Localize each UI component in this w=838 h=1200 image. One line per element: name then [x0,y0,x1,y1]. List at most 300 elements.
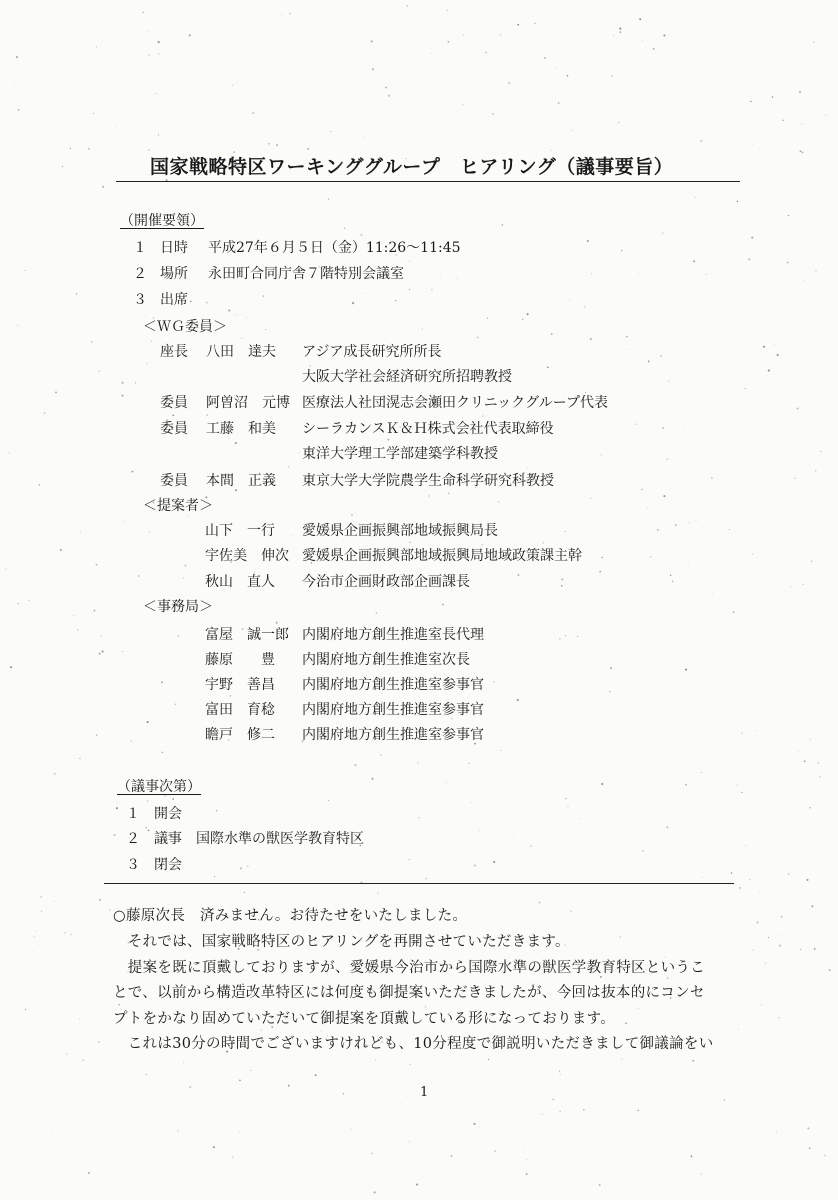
scan-speck [395,300,396,301]
scan-speck [183,578,184,579]
wg-member-name: 阿曽沼 元博 [206,395,290,411]
scan-speck [372,68,374,70]
scan-speck [216,810,217,811]
scan-speck [752,553,754,555]
scan-speck [756,730,757,731]
scan-speck [177,635,179,637]
proposer-name: 宇佐美 伸次 [205,548,289,564]
scan-speck [102,186,104,188]
scan-speck [829,969,831,971]
scan-speck [135,382,136,383]
scan-speck [818,762,819,763]
scan-speck [93,113,94,114]
scan-speck [446,782,447,783]
scan-speck [350,1129,351,1130]
scan-speck [756,921,758,923]
scan-speck [745,388,746,389]
scan-speck [695,197,696,198]
scan-speck [804,760,806,762]
agenda-item: 議事 国際水準の獣医学教育特区 [154,831,364,847]
scan-speck [591,273,592,274]
scan-speck [753,609,754,610]
scan-speck [265,329,266,330]
scan-speck [18,603,19,604]
wg-member-affiliation: アジア成長研究所所長 [302,344,442,360]
scan-speck [288,1085,290,1087]
wg-member-affiliation-2: 東洋大学理工学部建築学科教授 [302,446,498,462]
scan-speck [206,414,207,415]
scan-speck [161,681,163,683]
scan-speck [213,721,214,722]
scan-speck [527,313,529,315]
scan-speck [650,226,651,227]
scan-speck [599,1184,601,1186]
scan-speck [281,14,282,15]
scan-speck [457,278,458,279]
scan-speck [80,532,81,533]
scan-speck [443,674,444,675]
scan-speck [102,651,103,652]
scan-speck [577,636,578,637]
scan-speck [691,1147,692,1148]
scan-speck [685,669,687,671]
scan-speck [431,53,432,54]
scan-speck [751,237,753,239]
scan-speck [559,1071,560,1072]
scan-speck [788,873,789,874]
scan-speck [787,262,789,264]
scan-speck [675,524,677,526]
body-line: とで、以前から構造改革特区には何度も御提案いただきましたが、今回は抜本的にコンセ [113,985,705,1001]
scan-speck [750,101,751,102]
scan-speck [619,936,621,938]
scan-speck [73,447,74,448]
scan-speck [289,13,291,15]
agenda-num: ３ [126,857,140,873]
scan-speck [236,314,237,315]
scan-speck [487,318,488,319]
scan-speck [232,85,233,86]
body-line: ○藤原次長 済みません。お待たせをいたしました。 [113,908,468,924]
scan-speck [799,91,801,93]
scan-speck [122,395,124,397]
scan-speck [494,1028,495,1029]
scan-speck [343,1093,345,1095]
scan-speck [774,344,775,345]
scan-speck [585,392,586,393]
scan-speck [666,826,668,828]
scan-speck [526,1173,528,1175]
scan-speck [228,309,230,311]
scan-speck [213,1146,215,1148]
scan-speck [777,354,779,356]
wg-member-affiliation: 医療法人社団滉志会瀬田クリニックグループ代表 [302,395,609,411]
wg-member-role: 委員 [160,395,188,411]
scan-speck [103,999,104,1000]
scan-speck [146,1074,147,1075]
scan-speck [21,140,22,141]
scan-speck [620,31,622,33]
scan-speck [753,950,754,951]
scan-speck [759,892,760,893]
scan-speck [321,1031,322,1032]
scan-speck [820,451,821,452]
scan-speck [232,1156,234,1158]
scan-speck [25,1009,26,1010]
scan-speck [440,1061,441,1062]
scan-speck [100,635,101,636]
scan-speck [148,830,150,832]
scan-speck [737,784,738,785]
scan-speck [96,47,97,48]
scan-speck [16,56,18,58]
agenda-item: 閉会 [154,857,182,873]
scan-speck [637,356,638,357]
scan-speck [809,1147,811,1149]
scan-speck [54,773,56,775]
scan-speck [377,893,379,895]
scan-speck [825,115,826,116]
scan-speck [116,807,118,809]
scan-speck [493,681,495,683]
scan-speck [151,341,152,342]
scan-speck [733,611,735,613]
scan-speck [741,792,742,793]
scan-speck [246,317,247,318]
scan-speck [693,260,695,262]
scan-speck [175,704,176,705]
scan-speck [488,1059,489,1060]
scan-speck [609,691,611,693]
scan-speck [642,40,643,41]
scan-speck [71,934,72,935]
scan-speck [98,370,100,372]
scan-speck [813,42,814,43]
scan-speck [500,34,501,35]
scan-speck [763,346,765,348]
scan-speck [158,134,159,135]
scan-speck [625,1022,626,1023]
scan-speck [664,957,665,958]
scan-speck [77,629,78,630]
scan-speck [482,415,483,416]
scan-speck [263,295,265,297]
scan-speck [663,495,665,497]
scan-speck [618,122,620,124]
scan-speck [88,1172,90,1174]
scan-speck [544,317,545,318]
scan-speck [388,95,390,97]
scan-speck [815,470,816,471]
scan-speck [62,166,63,167]
scan-speck [252,113,253,114]
scan-speck [362,293,363,294]
scan-speck [733,389,734,390]
scan-speck [508,82,510,84]
scan-speck [364,136,365,137]
scan-speck [380,754,382,756]
scan-speck [552,1099,554,1101]
wg-member-affiliation: シーラカンスＫ＆Ｈ株式会社代表取締役 [302,421,554,437]
scan-speck [621,250,622,251]
scan-speck [811,560,813,562]
scan-speck [189,1086,191,1088]
scan-speck [560,1074,561,1075]
scan-speck [442,604,444,606]
scan-speck [110,715,111,716]
proposer-affiliation: 愛媛県企画振興部地域振興局長 [302,523,498,539]
scan-speck [819,776,821,778]
scan-speck [428,495,429,496]
scan-speck [307,148,309,150]
agenda-num: １ [126,806,140,822]
scan-speck [807,1127,809,1129]
scan-speck [242,315,243,316]
datetime-num: １ [133,240,147,256]
scan-speck [494,1150,496,1152]
scan-speck [202,104,203,105]
scan-speck [601,783,603,785]
secretariat-name: 瞻戸 修二 [205,727,275,743]
scan-speck [696,520,697,521]
scan-speck [688,522,689,523]
scan-speck [99,899,101,901]
datetime-label: 日時 [160,240,188,256]
scan-speck [418,855,419,856]
scan-speck [701,1174,702,1175]
section-divider [104,883,734,884]
scan-speck [558,102,559,103]
scan-speck [371,40,373,42]
scan-speck [406,5,408,7]
secretariat-name: 宇野 善昌 [205,677,275,693]
scan-speck [660,355,662,357]
scan-speck [790,586,791,587]
scan-speck [84,160,85,161]
attendance-label: 出席 [160,292,188,308]
page-title: 国家戦略特区ワーキンググループ ヒアリング（議事要旨） [150,156,674,178]
scan-speck [328,198,329,199]
scan-speck [798,751,799,752]
scan-speck [172,798,174,800]
scan-speck [749,879,750,880]
scan-speck [782,120,783,121]
scan-speck [706,274,707,275]
scan-speck [729,529,730,530]
scan-speck [639,272,640,273]
scan-speck [409,289,410,290]
scan-speck [637,1110,638,1111]
scan-speck [561,585,563,587]
scan-speck [177,1130,179,1132]
scan-speck [66,1054,67,1055]
scan-speck [409,1141,410,1142]
scan-speck [642,850,644,852]
scan-speck [14,82,15,83]
scan-speck [526,1159,527,1160]
scan-speck [657,529,659,531]
scan-speck [387,439,389,441]
scan-speck [416,1183,418,1185]
place-num: ２ [133,266,147,282]
proposer-name: 秋山 直人 [205,574,275,590]
scan-speck [239,1079,241,1081]
scan-speck [662,427,664,429]
scan-speck [590,498,591,499]
secretariat-affiliation: 内閣府地方創生推進室参事官 [302,677,484,693]
scan-speck [52,1130,53,1131]
scan-speck [159,54,160,55]
scan-speck [234,315,235,316]
scan-speck [556,67,557,68]
body-line: それでは、国家戦略特区のヒアリングを再開させていただきます。 [113,934,570,950]
scan-speck [610,667,612,669]
scan-speck [122,382,124,384]
scan-speck [522,319,523,320]
scan-speck [806,879,808,881]
scan-speck [492,113,494,115]
scan-speck [810,739,811,740]
scan-speck [565,531,566,532]
scan-speck [802,123,803,124]
scan-speck [639,18,641,20]
scan-speck [310,1032,311,1033]
scan-speck [385,87,387,89]
scan-speck [463,35,464,36]
scan-speck [570,910,572,912]
scan-speck [34,936,35,937]
scan-speck [685,784,687,786]
scan-speck [355,513,356,514]
scan-speck [502,224,504,226]
body-line: 提案を既に頂戴しておりますが、愛媛県今治市から国際水準の獣医学教育特区というこ [113,960,705,976]
scan-speck [54,901,55,902]
scan-speck [756,557,757,558]
scan-speck [40,896,42,898]
scan-speck [559,638,560,639]
agenda-section-label: （議事次第） [117,779,201,795]
scan-speck [544,57,546,59]
scan-speck [724,1099,726,1101]
scan-speck [162,752,163,753]
scan-speck [779,945,781,947]
agenda-num: ２ [126,831,140,847]
scan-speck [410,1064,411,1065]
wg-members-label: ＜ＷＧ委員＞ [143,319,227,335]
scan-speck [405,1096,406,1097]
title-underline [116,181,740,182]
scan-speck [741,733,742,734]
scan-speck [561,578,563,580]
scan-speck [757,749,758,750]
scan-speck [567,494,568,495]
scan-speck [409,261,410,262]
scan-speck [824,1154,826,1156]
scan-speck [315,1074,317,1076]
scan-speck [452,107,453,108]
scan-speck [772,96,774,98]
wg-member-affiliation-2: 大阪大学社会経済研究所招聘教授 [302,369,512,385]
scan-speck [109,804,110,805]
scan-speck [498,501,499,502]
scan-speck [802,152,804,154]
scan-speck [471,802,472,803]
scan-speck [351,514,353,516]
scan-speck [778,1017,780,1019]
scan-speck [523,1150,524,1151]
scan-speck [408,859,410,861]
scan-speck [145,827,147,829]
scan-speck [688,612,689,613]
scan-speck [542,1114,543,1115]
scan-speck [551,150,552,151]
scan-speck [247,865,249,867]
scan-speck [590,338,592,340]
scan-speck [132,471,134,473]
scan-speck [44,412,46,414]
scan-speck [797,407,799,409]
scan-speck [55,392,57,394]
scan-speck [371,778,373,780]
proposer-name: 山下 一行 [205,523,275,539]
scan-speck [268,143,270,145]
scan-speck [765,962,767,964]
scan-speck [666,458,668,460]
scan-speck [116,126,117,127]
place-value: 永田町合同庁舎７階特別会議室 [208,266,404,282]
scan-speck [52,1052,53,1053]
scan-speck [310,365,311,366]
secretariat-affiliation: 内閣府地方創生推進室参事官 [302,702,484,718]
scan-speck [571,130,572,131]
scan-speck [148,31,149,32]
scan-speck [711,477,712,478]
scan-speck [422,328,424,330]
scan-speck [443,414,444,415]
scan-speck [781,934,782,935]
scan-speck [142,12,144,14]
agenda-item: 開会 [154,806,182,822]
scan-speck [448,493,450,495]
attendance-num: ３ [133,292,147,308]
scan-speck [149,531,150,532]
scan-speck [527,468,528,469]
scan-speck [672,229,673,230]
scan-speck [418,817,419,818]
scan-speck [244,892,245,893]
scan-speck [184,564,186,566]
scan-speck [761,1004,762,1005]
scan-speck [794,477,795,478]
scan-speck [653,48,655,50]
proposer-affiliation: 愛媛県企画振興部地域振興局地域政策課主幹 [302,548,582,564]
scan-speck [73,615,74,616]
scan-speck [172,414,174,416]
page-number: 1 [420,1085,429,1100]
scan-speck [692,1060,694,1062]
scan-speck [39,484,40,485]
scan-speck [800,150,802,152]
scan-speck [235,442,237,444]
scan-speck [404,315,405,316]
scan-speck [485,51,487,53]
scan-speck [672,581,673,582]
scan-speck [117,803,118,804]
scan-speck [189,34,191,36]
scan-speck [517,699,519,701]
scan-speck [551,333,553,335]
scan-speck [534,22,536,24]
